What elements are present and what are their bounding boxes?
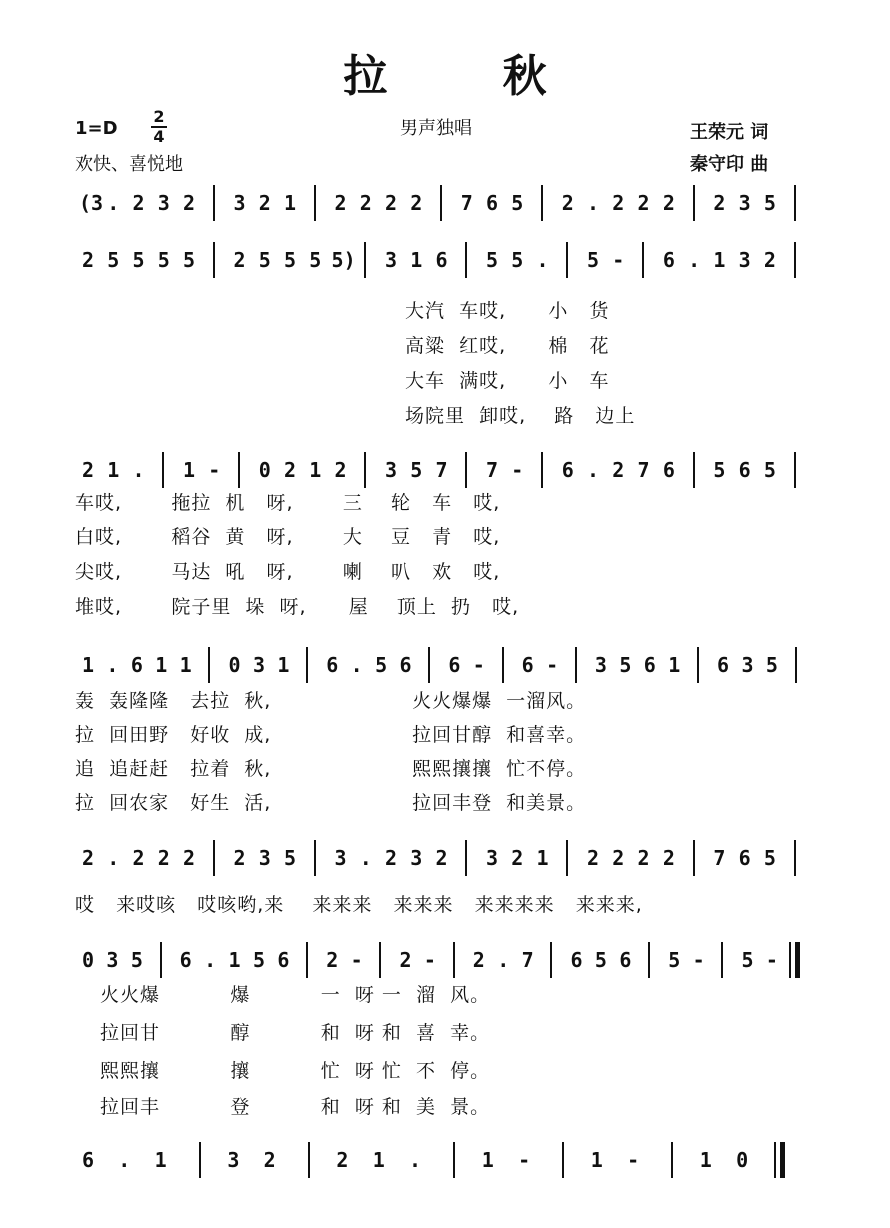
lyric-line: 白哎, 稻谷 黄 呀, 大 豆 青 哎, xyxy=(75,526,501,548)
note: 3 xyxy=(227,1148,240,1172)
note: . xyxy=(587,191,600,215)
note: 5 xyxy=(763,191,776,215)
barline xyxy=(693,452,695,488)
lyric-line: 拉 回田野 好收 成, 拉回甘醇 和喜幸。 xyxy=(75,724,587,746)
note: 2 xyxy=(662,191,675,215)
barline xyxy=(428,647,430,683)
note: 2 xyxy=(81,458,95,482)
note: . xyxy=(350,653,363,677)
note: 7 xyxy=(713,846,726,870)
note: 5 xyxy=(713,458,726,482)
note: 6 xyxy=(448,653,461,677)
note: 6 xyxy=(738,846,751,870)
note: 5 xyxy=(375,653,388,677)
note: 1 xyxy=(713,248,726,272)
note: 0 xyxy=(258,458,271,482)
note: 6 xyxy=(435,248,448,272)
note: 1 xyxy=(284,191,297,215)
notes-line xyxy=(75,838,820,878)
note: 3 xyxy=(385,248,398,272)
note: 0 xyxy=(81,948,95,972)
notes-line xyxy=(75,645,820,685)
note: - xyxy=(612,248,625,272)
barline xyxy=(780,1142,785,1178)
notes-line xyxy=(75,450,820,490)
note: - xyxy=(627,1148,640,1172)
note: 6 xyxy=(561,458,574,482)
note: 6 xyxy=(662,458,675,482)
note: (3 xyxy=(79,191,104,215)
note: - xyxy=(208,458,221,482)
lyric-line: 拉回丰 登 和 呀 和 美 景。 xyxy=(100,1096,491,1118)
note: - xyxy=(518,1148,531,1172)
note: 1 xyxy=(107,458,120,482)
note: 7 xyxy=(486,458,499,482)
note: 2 xyxy=(334,458,347,482)
note: 5 xyxy=(182,248,196,272)
barline xyxy=(162,452,164,488)
barline xyxy=(693,185,695,221)
note: 6 xyxy=(399,653,412,677)
lyric-line: 熙熙攘 攘 忙 呀 忙 不 停。 xyxy=(100,1060,491,1082)
barline xyxy=(794,185,796,221)
barline xyxy=(774,1142,776,1178)
voice-type: 男声独唱 xyxy=(400,118,472,139)
note: - xyxy=(765,948,778,972)
note: 2 xyxy=(385,191,398,215)
note: 2 xyxy=(713,191,726,215)
note: 6 xyxy=(326,653,339,677)
barline xyxy=(642,242,644,278)
barline xyxy=(465,840,467,876)
note: 6 xyxy=(570,948,583,972)
barline xyxy=(306,942,308,978)
note: 2 xyxy=(612,191,625,215)
barline xyxy=(575,647,577,683)
barline xyxy=(453,1142,455,1178)
note: 1 xyxy=(668,653,681,677)
note: 5 xyxy=(258,248,271,272)
lyric-line: 大汽 车哎, 小 货 xyxy=(405,300,610,322)
note: 5 xyxy=(594,948,607,972)
lyricist-credit: 王荣元 词 xyxy=(690,122,769,143)
note: . xyxy=(409,1148,422,1172)
note: 6 xyxy=(619,948,632,972)
note: 3 xyxy=(106,948,119,972)
note: 5 xyxy=(252,948,265,972)
note: - xyxy=(350,948,363,972)
barline xyxy=(213,840,215,876)
barline xyxy=(795,942,800,978)
note: . xyxy=(107,191,120,215)
notes-line xyxy=(75,1140,820,1180)
tempo-marking: 欢快、喜悦地 xyxy=(75,154,183,175)
note: 5) xyxy=(331,248,356,272)
note: 2 xyxy=(132,846,145,870)
note: . xyxy=(132,458,145,482)
barline xyxy=(693,840,695,876)
barline xyxy=(160,942,162,978)
note: 5 xyxy=(511,191,524,215)
note: 3 xyxy=(738,248,751,272)
barline xyxy=(465,452,467,488)
time-signature xyxy=(150,108,168,146)
note: . xyxy=(497,948,510,972)
note: 3 xyxy=(334,846,347,870)
note: 1 xyxy=(182,458,196,482)
note: 7 xyxy=(435,458,448,482)
note: 5 xyxy=(668,948,681,972)
barline xyxy=(308,1142,310,1178)
barline xyxy=(238,452,240,488)
note: 7 xyxy=(521,948,534,972)
note: 6 xyxy=(179,948,192,972)
note: 2 xyxy=(410,191,423,215)
lyric-line: 尖哎, 马达 吼 呀, 喇 叭 欢 哎, xyxy=(75,561,501,583)
barline xyxy=(541,185,543,221)
note: 2 xyxy=(385,846,398,870)
barline xyxy=(465,242,467,278)
barline xyxy=(379,942,381,978)
lyric-line: 堆哎, 院子里 垛 呀, 屋 顶上 扔 哎, xyxy=(75,596,520,618)
note: 2 xyxy=(182,191,196,215)
note: 6 xyxy=(738,458,751,482)
note: . xyxy=(536,248,549,272)
lyric-line: 追 追赶赶 拉着 秋, 熙熙攘攘 忙不停。 xyxy=(75,758,587,780)
note: 3 xyxy=(594,653,607,677)
note: 5 xyxy=(284,846,297,870)
barline xyxy=(566,840,568,876)
barline xyxy=(795,647,797,683)
note: 2 xyxy=(326,948,339,972)
note: 3 xyxy=(410,846,423,870)
note: 3 xyxy=(738,191,751,215)
lyric-line: 场院里 卸哎, 路 边上 xyxy=(405,405,636,427)
note: - xyxy=(423,948,436,972)
note: 5 xyxy=(132,248,145,272)
barline xyxy=(794,452,796,488)
note: 2 xyxy=(81,248,95,272)
note: 1 xyxy=(699,1148,712,1172)
barline xyxy=(314,185,316,221)
note: - xyxy=(511,458,524,482)
barline xyxy=(550,942,552,978)
time-signature-top: 2 xyxy=(153,107,165,126)
lyric-line: 轰 轰隆隆 去拉 秋, 火火爆爆 一溜风。 xyxy=(75,690,587,712)
note: 6 xyxy=(662,248,675,272)
note: . xyxy=(204,948,217,972)
note: . xyxy=(106,653,119,677)
notes-line xyxy=(75,240,820,280)
barline xyxy=(208,647,210,683)
note: 1 xyxy=(228,948,241,972)
time-signature-bottom: 4 xyxy=(153,127,165,146)
note: 7 xyxy=(460,191,473,215)
barline xyxy=(541,452,543,488)
lyric-line: 哎 来哎咳 哎咳哟,来 来来来 来来来 来来来来 来来来, xyxy=(75,894,643,916)
note: 1 xyxy=(179,653,192,677)
barline xyxy=(648,942,650,978)
lyric-line: 拉 回农家 好生 活, 拉回丰登 和美景。 xyxy=(75,792,587,814)
note: 2 xyxy=(81,846,95,870)
note: 2 xyxy=(359,191,372,215)
note: . xyxy=(359,846,372,870)
note: 2 xyxy=(284,458,297,482)
note: 7 xyxy=(637,458,650,482)
note: 2 xyxy=(233,248,246,272)
note: 1 xyxy=(277,653,290,677)
note: 5 xyxy=(130,948,143,972)
notes-line xyxy=(75,940,820,980)
note: 2 xyxy=(637,846,650,870)
note: . xyxy=(118,1148,131,1172)
note: 6 xyxy=(81,1148,95,1172)
note: 5 xyxy=(587,248,600,272)
note: - xyxy=(546,653,559,677)
note: 1 xyxy=(536,846,549,870)
barline xyxy=(794,242,796,278)
note: 2 xyxy=(511,846,524,870)
note: 1 xyxy=(155,653,168,677)
note: 1 xyxy=(590,1148,603,1172)
note: 6 xyxy=(643,653,656,677)
note: 2 xyxy=(472,948,485,972)
note: 0 xyxy=(228,653,241,677)
note: 3 xyxy=(233,191,246,215)
note: 0 xyxy=(736,1148,749,1172)
note: 2 xyxy=(399,948,412,972)
barline xyxy=(213,185,215,221)
barline xyxy=(794,840,796,876)
note: 1 xyxy=(372,1148,385,1172)
note: 2 xyxy=(263,1148,276,1172)
lyric-line: 高粱 红哎, 棉 花 xyxy=(405,335,610,357)
lyric-line: 车哎, 拖拉 机 呀, 三 轮 车 哎, xyxy=(75,492,501,514)
note: 2 xyxy=(637,191,650,215)
lyric-line: 大车 满哎, 小 车 xyxy=(405,370,610,392)
barline xyxy=(566,242,568,278)
note: 2 xyxy=(258,191,271,215)
barline xyxy=(697,647,699,683)
note: 1 xyxy=(481,1148,494,1172)
note: 1 xyxy=(309,458,322,482)
barline xyxy=(440,185,442,221)
note: 3 xyxy=(741,653,754,677)
note: 6 xyxy=(521,653,534,677)
note: 2 xyxy=(336,1148,349,1172)
barline xyxy=(671,1142,673,1178)
note: 2 xyxy=(334,191,347,215)
barline xyxy=(364,242,366,278)
note: 2 xyxy=(182,846,196,870)
note: 2 xyxy=(612,846,625,870)
note: . xyxy=(688,248,701,272)
barline xyxy=(502,647,504,683)
note: - xyxy=(472,653,485,677)
barline xyxy=(721,942,723,978)
key-signature: 1=D xyxy=(75,118,118,139)
note: 2 xyxy=(132,191,145,215)
notes-line xyxy=(75,183,820,223)
note: 5 xyxy=(486,248,499,272)
note: 2 xyxy=(157,846,170,870)
song-title: 拉 秋 xyxy=(343,51,597,102)
note: 2 xyxy=(587,846,600,870)
barline xyxy=(789,942,791,978)
note: 2 xyxy=(435,846,448,870)
note: 6 xyxy=(277,948,290,972)
note: 3 xyxy=(385,458,398,482)
note: 2 xyxy=(233,846,246,870)
note: 1 xyxy=(154,1148,167,1172)
note: 5 xyxy=(511,248,524,272)
note: 3 xyxy=(258,846,271,870)
note: 3 xyxy=(252,653,265,677)
note: 5 xyxy=(410,458,423,482)
note: 2 xyxy=(561,191,574,215)
note: 5 xyxy=(157,248,170,272)
note: 2 xyxy=(612,458,625,482)
note: 2 xyxy=(763,248,776,272)
note: 5 xyxy=(309,248,322,272)
barline xyxy=(199,1142,201,1178)
note: 5 xyxy=(741,948,754,972)
note: 6 xyxy=(130,653,143,677)
note: 5 xyxy=(765,653,778,677)
note: 6 xyxy=(486,191,499,215)
note: . xyxy=(107,846,120,870)
note: - xyxy=(692,948,705,972)
note: 5 xyxy=(107,248,120,272)
lyric-line: 火火爆 爆 一 呀 一 溜 风。 xyxy=(100,984,491,1006)
note: 5 xyxy=(284,248,297,272)
lyric-line: 拉回甘 醇 和 呀 和 喜 幸。 xyxy=(100,1022,491,1044)
note: . xyxy=(587,458,600,482)
note: 6 xyxy=(717,653,730,677)
barline xyxy=(453,942,455,978)
note: 1 xyxy=(410,248,423,272)
note: 5 xyxy=(763,846,776,870)
note: 2 xyxy=(662,846,675,870)
note: 3 xyxy=(486,846,499,870)
note: 5 xyxy=(619,653,632,677)
composer-credit: 秦守印 曲 xyxy=(690,154,769,175)
note: 1 xyxy=(81,653,95,677)
note: 5 xyxy=(763,458,776,482)
note: 3 xyxy=(157,191,170,215)
barline xyxy=(213,242,215,278)
barline xyxy=(364,452,366,488)
barline xyxy=(562,1142,564,1178)
barline xyxy=(314,840,316,876)
barline xyxy=(306,647,308,683)
